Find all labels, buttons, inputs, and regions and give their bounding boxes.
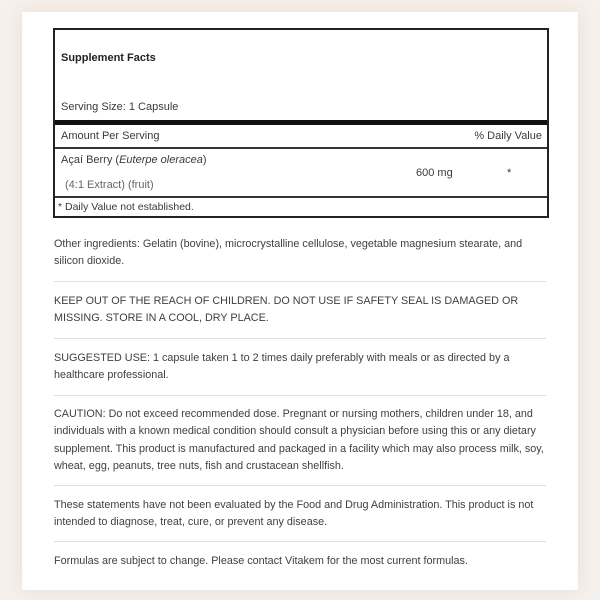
amount-per-serving-label: Amount Per Serving [61,130,160,142]
ingredient-name-suffix: ) [202,154,207,166]
supplement-facts-header [55,30,547,125]
serving-size: Serving Size: 1 Capsule [61,101,179,113]
section-divider [54,338,546,339]
ingredient-amount: 600 mg [416,167,453,179]
supplement-facts-panel [53,28,549,218]
section-divider [54,541,546,542]
ingredient-detail: (4:1 Extract) (fruit) [65,179,154,191]
footnote-row [55,198,547,216]
formula-notice-text: Formulas are subject to change. Please contact Vitakem for the most current formulas. [54,555,468,567]
supplement-facts-title: Supplement Facts [61,52,156,64]
warning-text: KEEP OUT OF THE REACH OF CHILDREN. DO NOT USE IF SAFETY SEAL IS DAMAGED OR MISSING. STORE IN A COOL, DRY PLACE. [54,295,519,325]
daily-value-footnote: * Daily Value not established. [58,201,194,213]
fda-disclaimer-text: These statements have not been evaluated by the Food and Drug Administration. This product is not intended to diagnose, treat, cure, or prevent any disease. [54,499,534,529]
suggested-use-text: SUGGESTED USE: 1 capsule taken 1 to 2 times daily preferably with meals or as directed by a healthcare professional. [54,352,510,382]
ingredient-name-prefix: Açaí Berry ( [61,154,120,166]
daily-value-header: % Daily Value [474,130,542,142]
ingredient-name [61,154,207,166]
ingredient-daily-value: * [507,167,512,179]
ingredient-latin-name: Euterpe oleracea [119,154,203,166]
ingredient-row [55,149,547,198]
section-divider [54,281,546,282]
section-divider [54,485,546,486]
other-ingredients-text: Other ingredients: Gelatin (bovine), microcrystalline cellulose, vegetable magnesium stearate, and silicon dioxide. [54,238,523,268]
caution-text: CAUTION: Do not exceed recommended dose. Pregnant or nursing mothers, children under 18, and individuals with a known medical condition should consult a physician before using this or any dietary supplement. This product is manufactured and packaged in a facility which may also process milk, soy, wheat, egg, peanuts, tree nuts, fish and crustacean shellfish. [54,408,544,473]
amount-header-row [55,125,547,149]
section-divider [54,395,546,396]
